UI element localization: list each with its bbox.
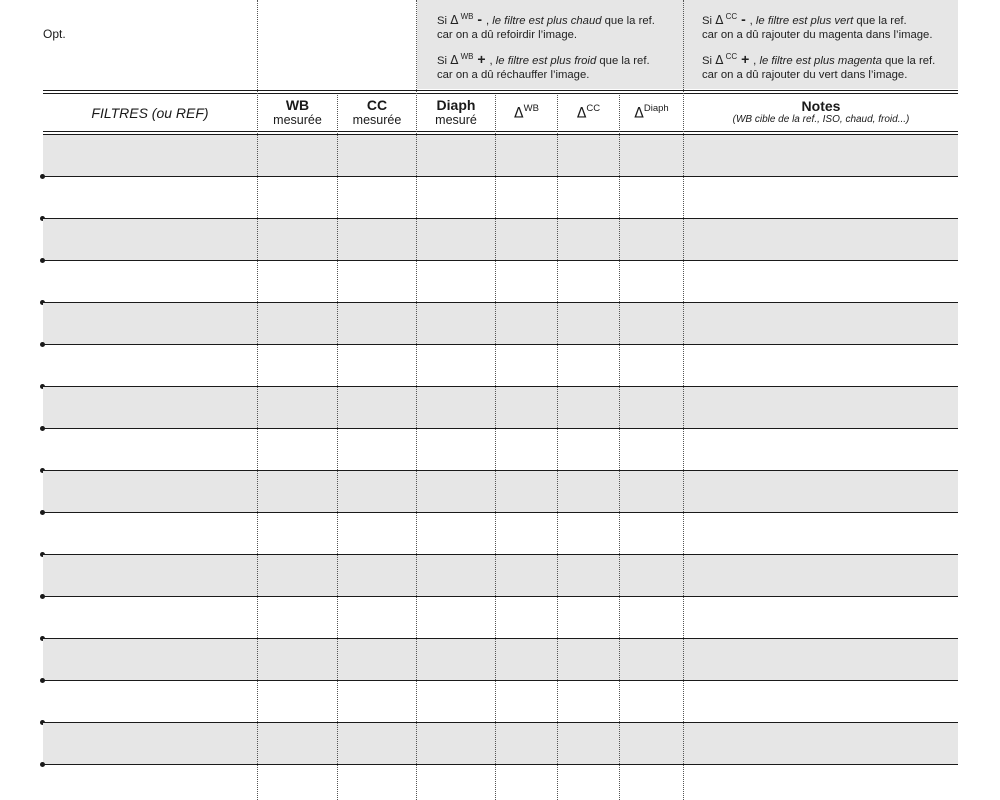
row-bullet (40, 342, 45, 347)
row-bullet (40, 426, 45, 431)
info-wb (437, 10, 655, 90)
info-cc (702, 10, 935, 90)
table-row-shaded (43, 471, 958, 513)
header-delta-diaph: $\Delta^{Diaph}$ (634, 102, 669, 122)
table-row-shaded (43, 639, 958, 681)
column-divider (683, 0, 684, 800)
header-cc: CC mesurée (352, 97, 402, 127)
row-rule (43, 260, 958, 261)
info-cc-plus: Si Δ $^{CC}$ + , le filtre est plus magenta que la ref. car on a dû rajouter du vert dans l’image. (702, 50, 936, 82)
header-wb: WB mesurée (273, 97, 322, 127)
delta-symbol: Δ (450, 52, 459, 67)
table-row-shaded (43, 723, 958, 765)
table-row-shaded (43, 135, 958, 177)
column-divider (337, 95, 338, 800)
row-rule (43, 428, 958, 429)
delta-symbol: Δ (450, 12, 459, 27)
row-bullet (40, 762, 45, 767)
row-rule (43, 764, 958, 765)
column-divider (557, 95, 558, 800)
header-rule-top-2 (43, 93, 958, 94)
info-wb-minus: Si Δ $^{WB}$ - , le filtre est plus chaud que la ref. car on a dû refoirdir l’image. (437, 10, 655, 42)
column-divider (416, 0, 417, 800)
header-rule-bottom (43, 131, 958, 132)
row-rule (43, 596, 958, 597)
table-row-shaded (43, 219, 958, 261)
column-divider (495, 95, 496, 800)
row-rule (43, 680, 958, 681)
row-rule (43, 344, 958, 345)
info-cc-minus: Si Δ $^{CC}$ - , le filtre est plus vert que la ref. car on a dû rajouter du magenta dans l’image. (702, 10, 933, 42)
opt-label: Opt. (43, 27, 66, 41)
row-bullet (40, 594, 45, 599)
table-row-shaded (43, 387, 958, 429)
column-divider (619, 95, 620, 800)
table-row-shaded (43, 303, 958, 345)
delta-symbol: Δ (715, 52, 724, 67)
delta-symbol: Δ (715, 12, 724, 27)
header-diaph: Diaph mesuré (435, 97, 477, 127)
row-rule (43, 512, 958, 513)
header-notes: Notes (WB cible de la ref., ISO, chaud, froid...) (732, 98, 910, 125)
column-divider (257, 0, 258, 800)
row-rule (43, 176, 958, 177)
row-bullet (40, 174, 45, 179)
row-bullet (40, 678, 45, 683)
header-delta-wb: $\Delta^{WB}$ (514, 102, 539, 122)
row-bullet (40, 258, 45, 263)
header-rule-top (43, 90, 958, 91)
info-wb-plus: Si Δ $^{WB}$ + , le filtre est plus froid que la ref. car on a dû réchauffer l’image. (437, 50, 650, 82)
row-bullet (40, 510, 45, 515)
header-filtres: FILTRES (ou REF) (91, 104, 209, 121)
table-row-shaded (43, 555, 958, 597)
header-delta-cc: $\Delta^{CC}$ (576, 102, 601, 122)
